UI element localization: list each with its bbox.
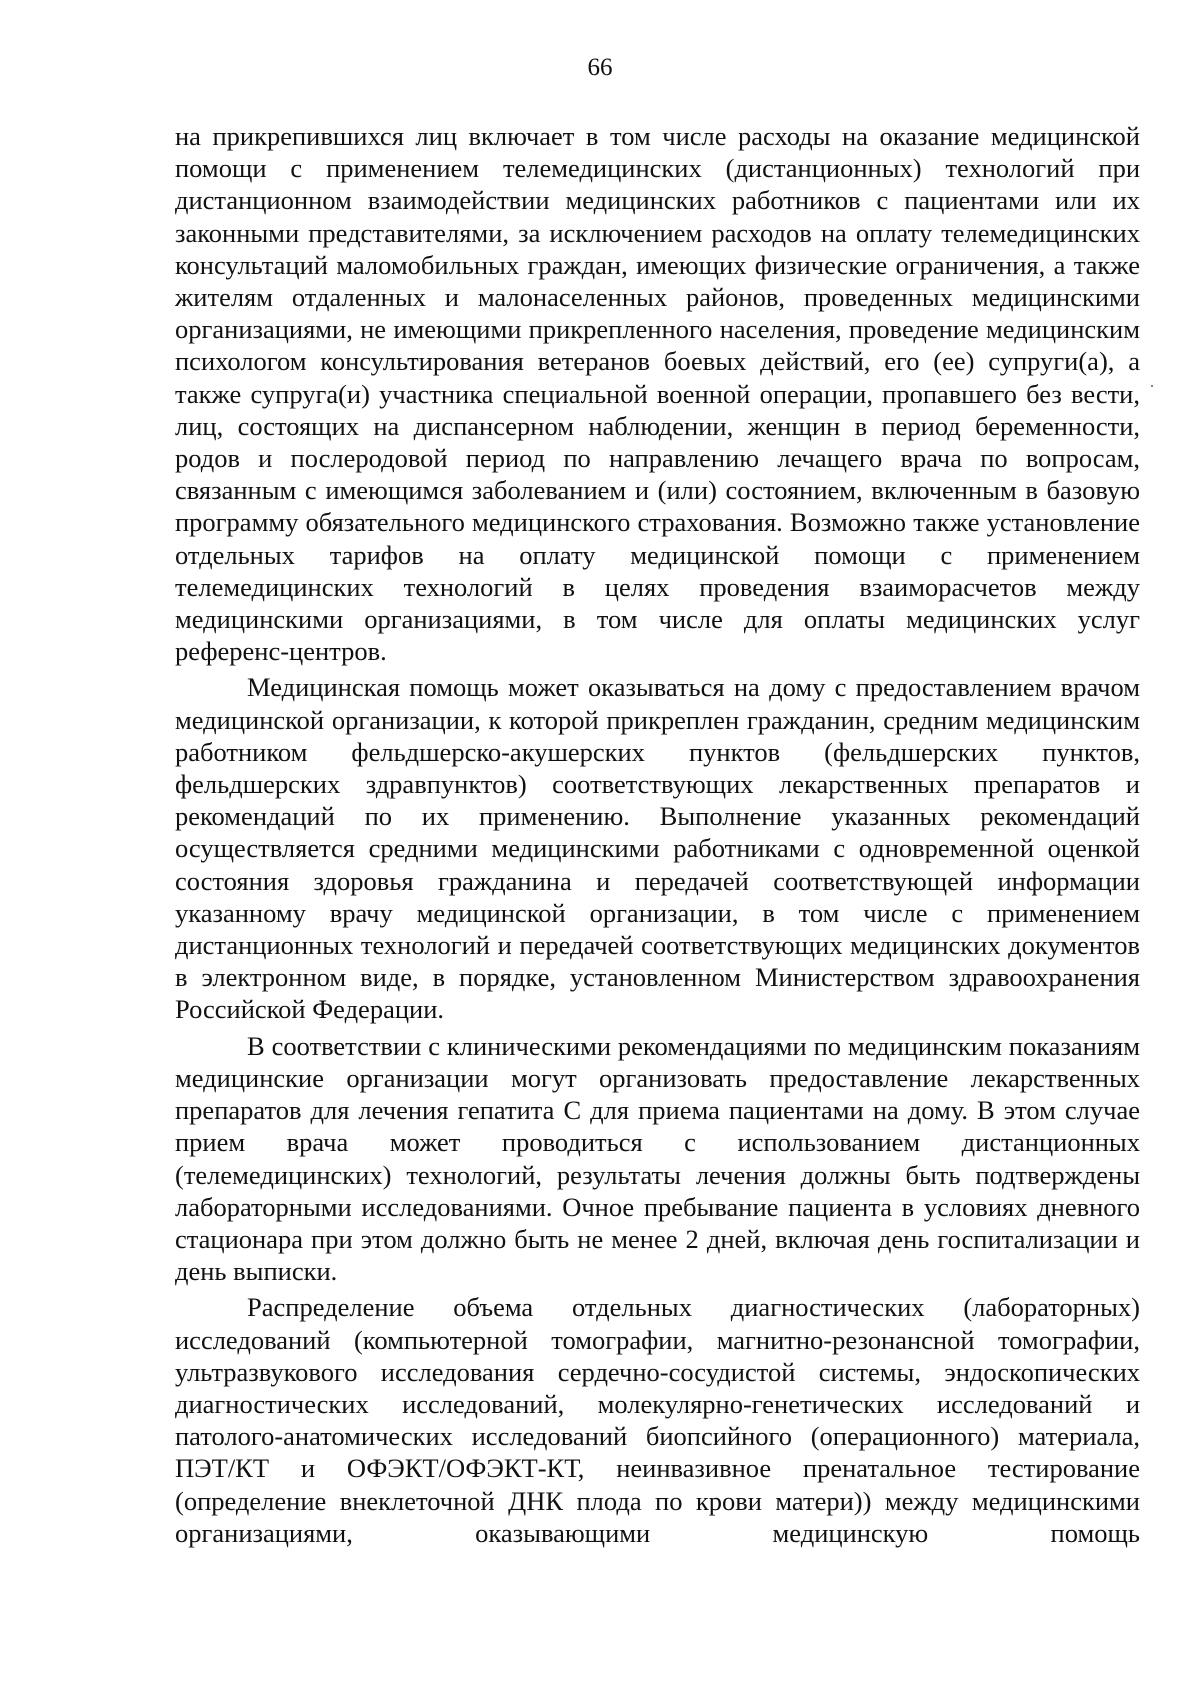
document-body [175,120,1140,1553]
scan-speck [1151,385,1153,387]
paragraph-3: В соответствии с клиническими рекомендациями по медицинским показаниям медицинские организации могут организовать предоставление лекарственных препаратов для лечения гепатита С для приема пациентами на дому. В этом случае прием врача может проводиться с использованием дистанционных (телемедицинских) технологий, результаты лечения должны быть подтверждены лабораторными исследованиями. Очное пребывание пациента в условиях дневного стационара при этом должно быть не менее 2 дней, включая день госпитализации и день выписки. [175,1030,1140,1287]
paragraph-1: на прикрепившихся лиц включает в том числе расходы на оказание медицинской помощи с применением телемедицинских (дистанционных) технологий при дистанционном взаимодействии медицинских работников с пациентами или их законными представителями, за исключением расходов на оплату телемедицинских консультаций маломобильных граждан, имеющих физические ограничения, а также жителям отдаленных и малонаселенных районов, проведенных медицинскими организациями, не имеющими прикрепленного населения, проведение медицинским психологом консультирования ветеранов боевых действий, его (ее) супруги(а), а также супруга(и) участника специальной военной операции, пропавшего без вести, лиц, состоящих на диспансерном наблюдении, женщин в период беременности, родов и послеродовой период по направлению лечащего врача по вопросам, связанным с имеющимся заболеванием и (или) состоянием, включенным в базовую программу обязательного медицинского страхования. Возможно также установление отдельных тарифов на оплату медицинской помощи с применением телемедицинских технологий в целях проведения взаиморасчетов между медицинскими организациями, в том числе для оплаты медицинских услуг референс-центров. [175,121,1140,667]
paragraph-2: Медицинская помощь может оказываться на дому с предоставлением врачом медицинской организации, к которой прикреплен гражданин, средним медицинским работником фельдшерско-акушерских пунктов (фельдшерских пунктов, фельдшерских здравпунктов) соответствующих лекарственных препаратов и рекомендаций по их применению. Выполнение указанных рекомендаций осуществляется средними медицинскими работниками с одновременной оценкой состояния здоровья гражданина и передачей соответствующей информации указанному врачу медицинской организации, в том числе с применением дистанционных технологий и передачей соответствующих медицинских документов в электронном виде, в порядке, установленном Министерством здравоохранения Российской Федерации. [175,672,1140,1025]
paragraph-4: Распределение объема отдельных диагностических (лабораторных) исследований (компьютерной томографии, магнитно-резонансной томографии, ультразвукового исследования сердечно-сосудистой системы, эндоскопических диагностических исследований, молекулярно-генетических исследований и патолого-анатомических исследований биопсийного (операционного) материала, ПЭТ/КТ и ОФЭКТ/ОФЭКТ-КТ, неинвазивное пренатальное тестирование (определение внеклеточной ДНК плода по крови матери)) между медицинскими организациями, оказывающими медицинскую помощь [175,1292,1140,1548]
page-number: 66 [587,54,613,81]
